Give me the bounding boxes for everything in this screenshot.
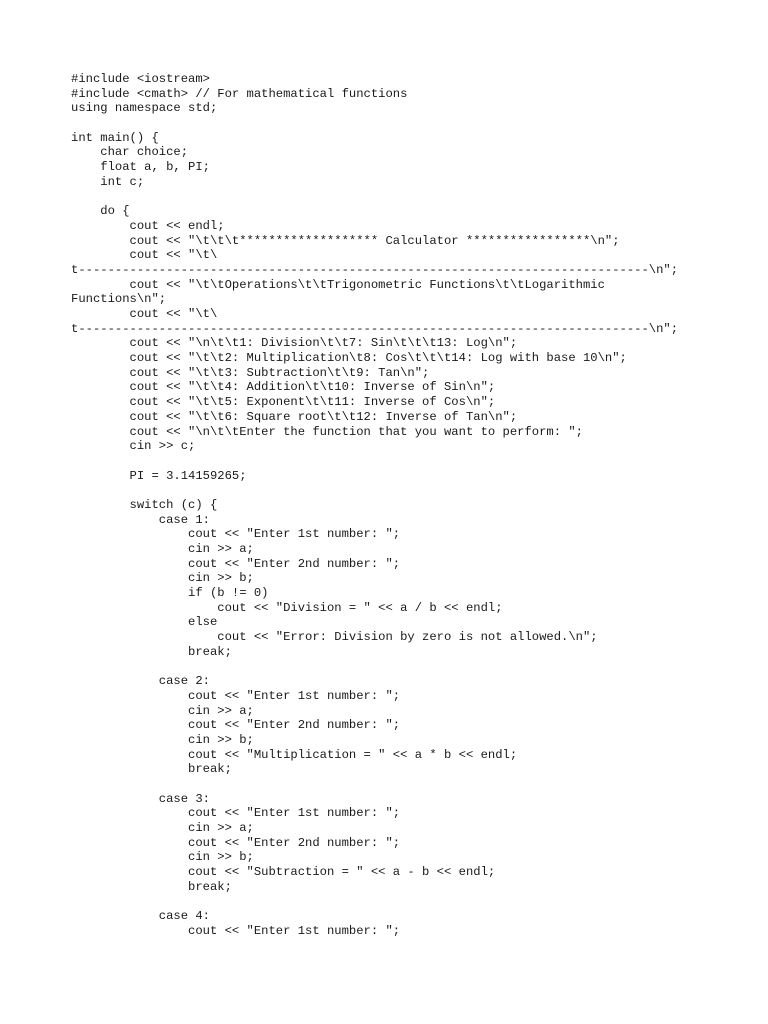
- code-line: cout << "\t\t5: Exponent\t\t11: Inverse of Cos\n";: [71, 395, 496, 410]
- code-line: cin >> a;: [71, 542, 254, 556]
- code-line: case 4:: [71, 909, 210, 924]
- code-line: t------------------------------------------------------------------------------\n";: [71, 262, 679, 277]
- code-line: t------------------------------------------------------------------------------\n";: [71, 321, 679, 336]
- code-line: cout << "Error: Division by zero is not allowed.\n";: [71, 630, 598, 645]
- code-line: cout << "\t\tOperations\t\tTrigonometric Functions\t\tLogarithmic: [71, 277, 605, 292]
- code-line: float a, b, PI;: [71, 160, 210, 175]
- code-line: PI = 3.14159265;: [71, 468, 247, 483]
- code-line: char choice;: [71, 145, 189, 160]
- code-line: cin >> c;: [71, 439, 196, 454]
- code-line: cout << "\t\: [71, 307, 218, 321]
- code-line: cout << "\t\t4: Addition\t\t10: Inverse of Sin\n";: [71, 380, 496, 395]
- code-line: cout << "Enter 1st number: ";: [71, 527, 401, 542]
- code-line: [71, 777, 711, 792]
- code-line: [71, 660, 711, 675]
- code-line: if (b != 0): [71, 586, 269, 601]
- code-line: cout << endl;: [71, 218, 225, 233]
- code-line: [71, 895, 711, 910]
- code-line: cout << "Division = " << a / b << endl;: [71, 600, 503, 615]
- code-line: case 2:: [71, 674, 210, 689]
- code-line: case 1:: [71, 512, 210, 527]
- code-line: cout << "\n\t\t1: Division\t\t7: Sin\t\t\t13: Log\n";: [71, 336, 518, 351]
- code-line: [71, 483, 711, 498]
- code-line: cout << "\t\t3: Subtraction\t\t9: Tan\n";: [71, 365, 430, 380]
- code-line: cin >> b;: [71, 732, 254, 747]
- code-line: int main() {: [71, 130, 159, 145]
- code-line: #include <iostream>: [71, 72, 210, 86]
- code-line: break;: [71, 762, 232, 777]
- code-line: else: [71, 615, 218, 630]
- code-line: cout << "Enter 1st number: ";: [71, 688, 401, 703]
- code-line: switch (c) {: [71, 497, 218, 512]
- code-line: cout << "\t\t6: Square root\t\t12: Inverse of Tan\n";: [71, 409, 518, 424]
- code-line: cin >> b;: [71, 571, 254, 586]
- code-line: do {: [71, 204, 130, 219]
- code-line: cout << "Multiplication = " << a * b << endl;: [71, 747, 518, 762]
- code-line: cout << "\t\t\t******************* Calculator *****************\n";: [71, 233, 620, 248]
- code-line: case 3:: [71, 791, 210, 806]
- code-line: break;: [71, 644, 232, 659]
- code-block: [71, 72, 711, 939]
- code-line: cout << "Enter 1st number: ";: [71, 923, 401, 938]
- code-line: [71, 190, 711, 205]
- code-line: cin >> a;: [71, 821, 254, 836]
- code-line: int c;: [71, 174, 145, 189]
- code-line: cout << "\t\: [71, 248, 218, 263]
- code-line: cout << "\n\t\tEnter the function that you want to perform: ";: [71, 424, 583, 439]
- code-line: cout << "Enter 2nd number: ";: [71, 835, 401, 850]
- code-line: [71, 454, 711, 469]
- code-line: break;: [71, 879, 232, 894]
- code-line: [71, 116, 711, 131]
- code-line: cin >> a;: [71, 703, 254, 718]
- code-line: using namespace std;: [71, 101, 218, 116]
- code-line: cin >> b;: [71, 850, 254, 865]
- code-line: Functions\n";: [71, 292, 167, 307]
- code-line: #include <cmath> // For mathematical functions: [71, 86, 408, 101]
- code-line: cout << "Enter 2nd number: ";: [71, 718, 401, 733]
- code-line: cout << "Enter 2nd number: ";: [71, 556, 401, 571]
- code-line: cout << "\t\t2: Multiplication\t8: Cos\t\t\t14: Log with base 10\n";: [71, 351, 627, 366]
- code-line: cout << "Subtraction = " << a - b << endl;: [71, 865, 496, 880]
- code-line: cout << "Enter 1st number: ";: [71, 806, 401, 821]
